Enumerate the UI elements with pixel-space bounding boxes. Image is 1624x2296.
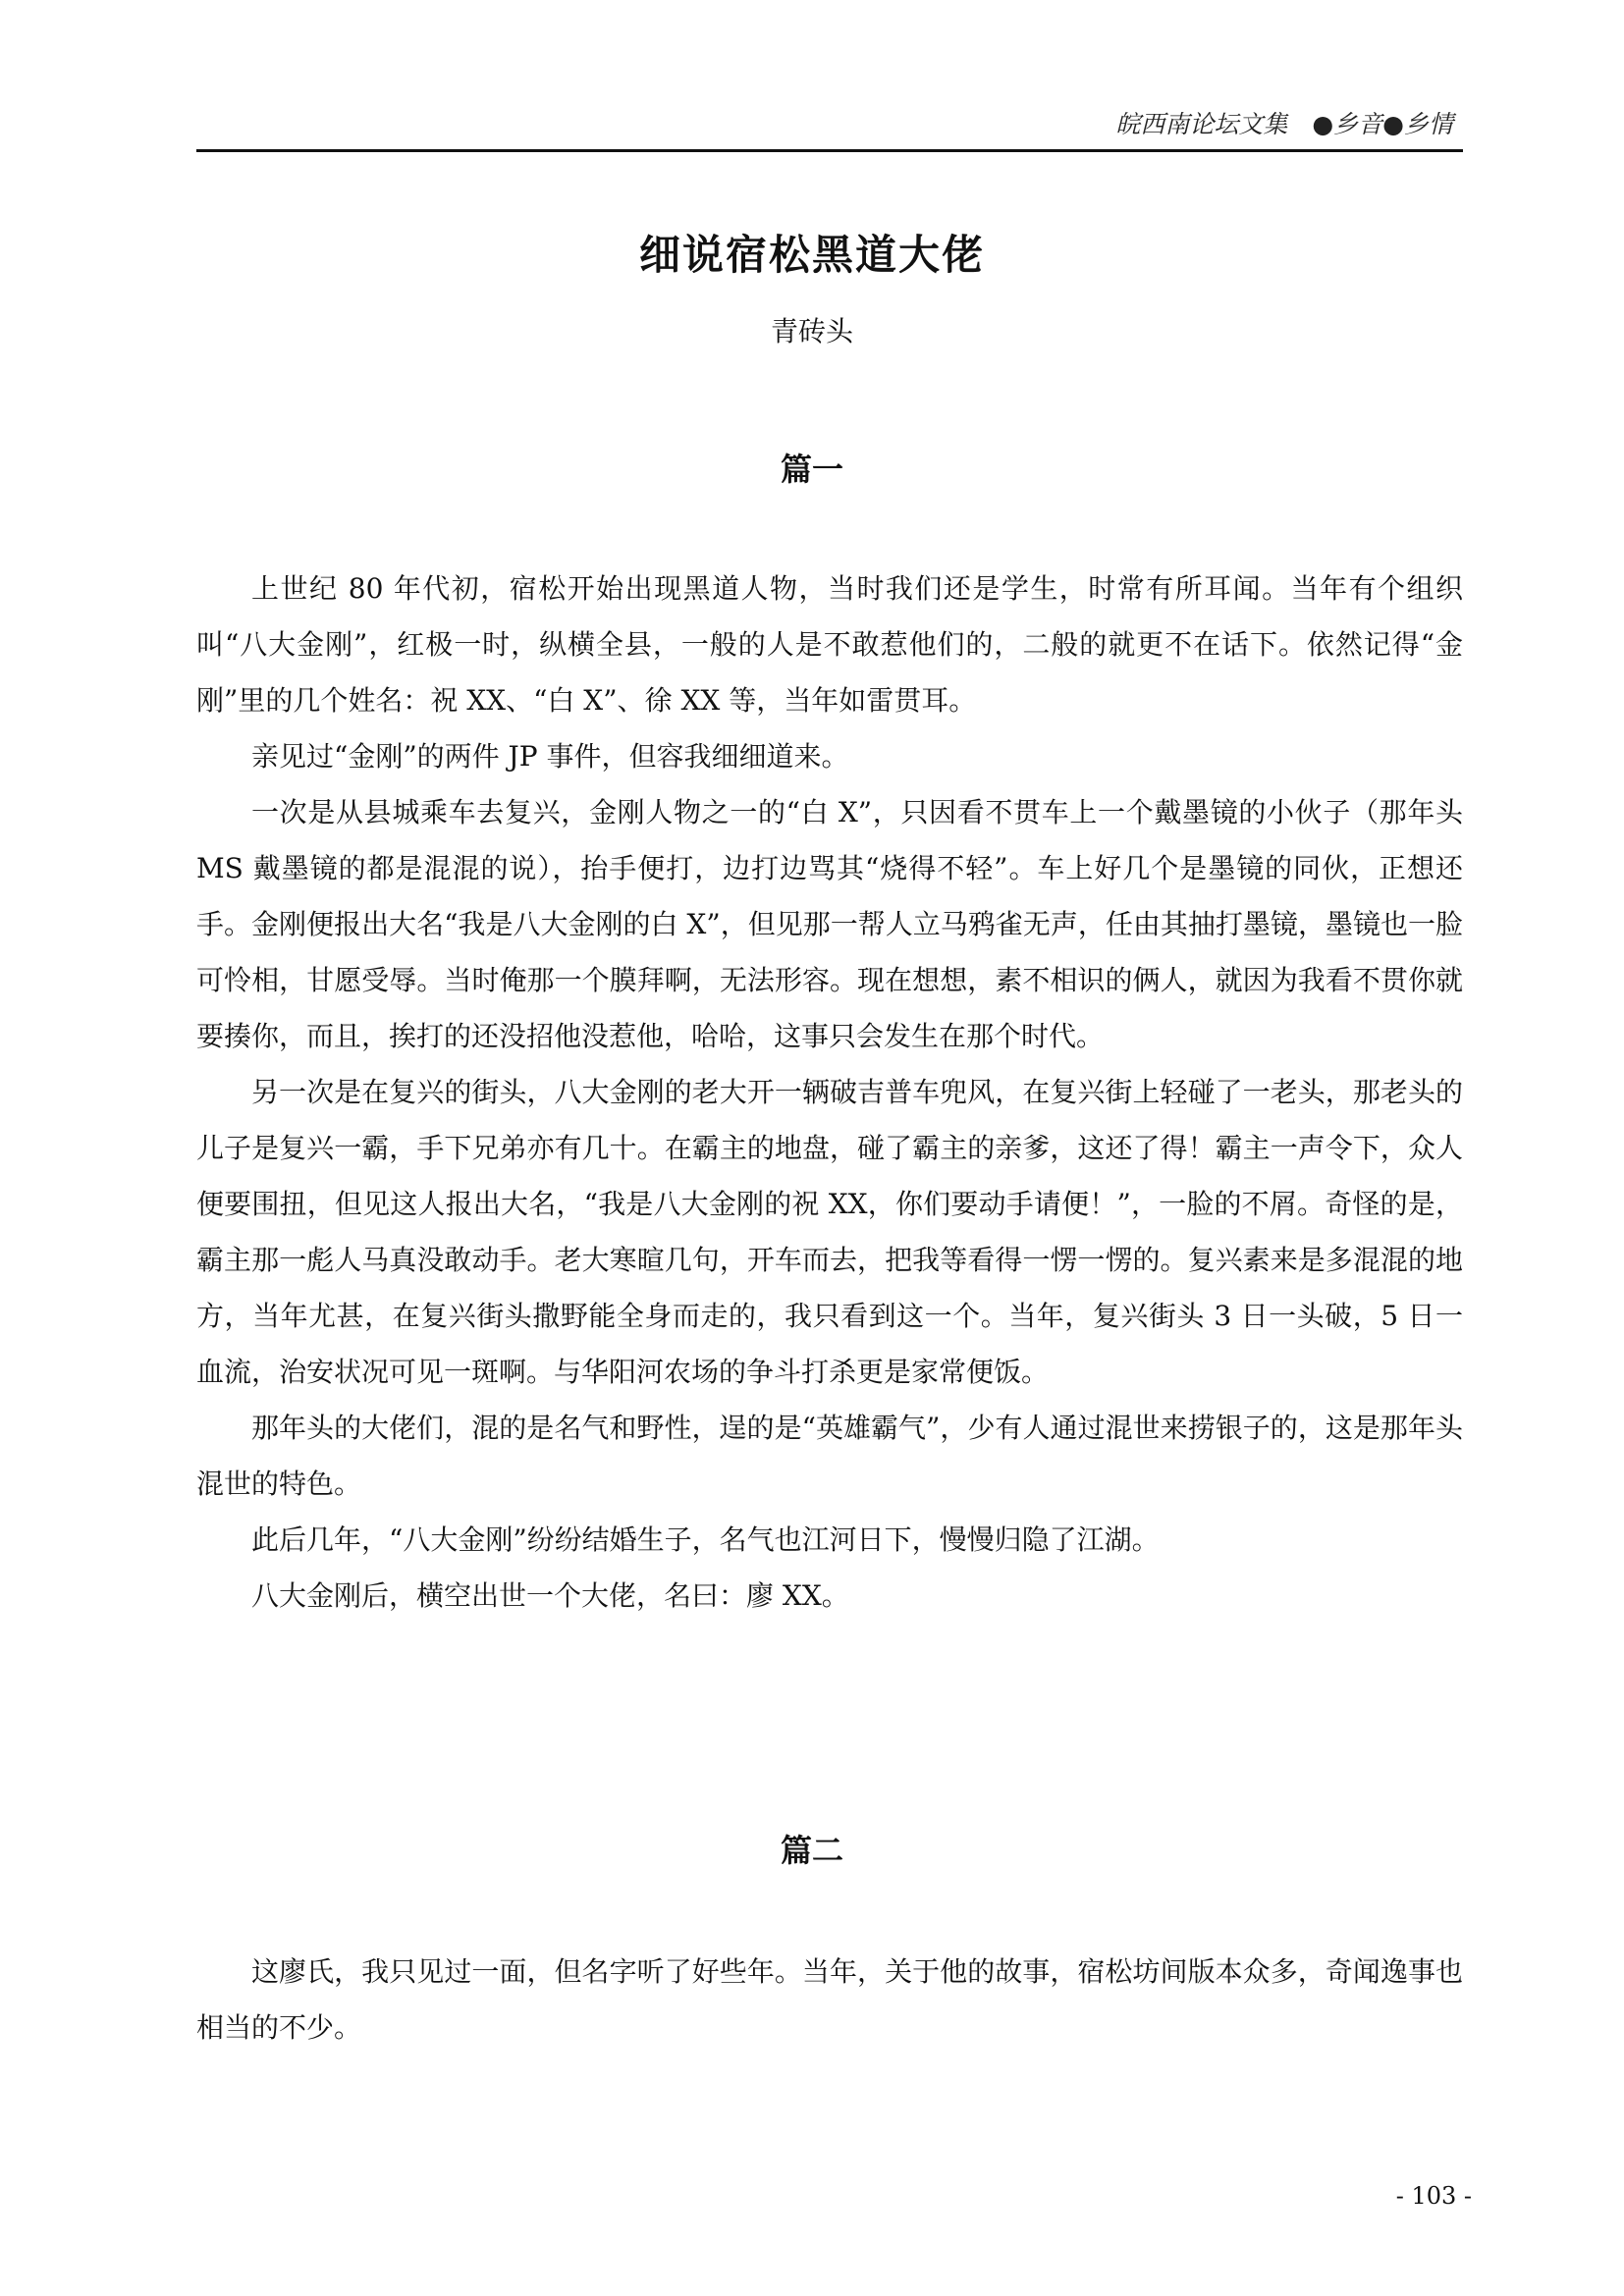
running-header <box>196 110 1463 152</box>
section-heading-1: 篇一 <box>780 451 843 488</box>
article-title: 细说宿松黑道大佬 <box>638 231 985 279</box>
article-author: 青砖头 <box>770 315 853 347</box>
running-header-title: 皖西南论坛文集 ●乡音●乡情 <box>1115 110 1453 138</box>
section-body-2 <box>196 1944 1463 2056</box>
page-number: - 103 - <box>1395 2182 1472 2210</box>
paragraph: 这廖氏，我只见过一面，但名字听了好些年。当年，关于他的故事，宿松坊间版本众多，奇闻逸事也相当的不少。 <box>196 1955 1463 2044</box>
section-body-1 <box>196 561 1463 1624</box>
paragraph: 亲见过“金刚”的两件 JP 事件，但容我细细道来。 <box>251 740 849 773</box>
paragraph: 上世纪 80 年代初，宿松开始出现黑道人物，当时我们还是学生，时常有所耳闻。当年有个组织叫“八大金刚”，红极一时，纵横全县，一般的人是不敢惹他们的，二般的就更不在话下。依然记得“金刚”里的几个姓名：祝 XX、“白 X”、徐 XX 等，当年如雷贯耳。 <box>196 572 1463 717</box>
paragraph: 那年头的大佬们，混的是名气和野性，逞的是“英雄霸气”，少有人通过混世来捞银子的，这是那年头混世的特色。 <box>196 1412 1463 1500</box>
paragraph: 此后几年，“八大金刚”纷纷结婚生子，名气也江河日下，慢慢归隐了江湖。 <box>251 1523 1160 1556</box>
paragraph: 八大金刚后，横空出世一个大佬，名曰：廖 XX。 <box>251 1579 849 1612</box>
paragraph: 一次是从县城乘车去复兴，金刚人物之一的“白 X”，只因看不贯车上一个戴墨镜的小伙子（那年头 MS 戴墨镜的都是混混的说），抬手便打，边打边骂其“烧得不轻”。车上好几个是墨镜的同伙，正想还手。金刚便报出大名“我是八大金刚的白 X”，但见那一帮人立马鸦雀无声，任由其抽打墨镜，墨镜也一脸可怜相，甘愿受辱。当时俺那一个膜拜啊，无法形容。现在想想，素不相识的俩人，就因为我看不贯你就要揍你，而且，挨打的还没招他没惹他，哈哈，这事只会发生在那个时代。 <box>196 796 1463 1052</box>
section-heading-2: 篇二 <box>780 1832 843 1869</box>
paragraph: 另一次是在复兴的街头，八大金刚的老大开一辆破吉普车兜风，在复兴街上轻碰了一老头，那老头的儿子是复兴一霸，手下兄弟亦有几十。在霸主的地盘，碰了霸主的亲爹，这还了得！霸主一声令下，众人便要围扭，但见这人报出大名，“我是八大金刚的祝 XX，你们要动手请便！”，一脸的不屑。奇怪的是，霸主那一彪人马真没敢动手。老大寒暄几句，开车而去，把我等看得一愣一愣的。复兴素来是多混混的地方，当年尤甚，在复兴街头撒野能全身而走的，我只看到这一个。当年，复兴街头 3 日一头破，5 日一血流，治安状况可见一斑啊。与华阳河农场的争斗打杀更是家常便饭。 <box>196 1076 1463 1388</box>
